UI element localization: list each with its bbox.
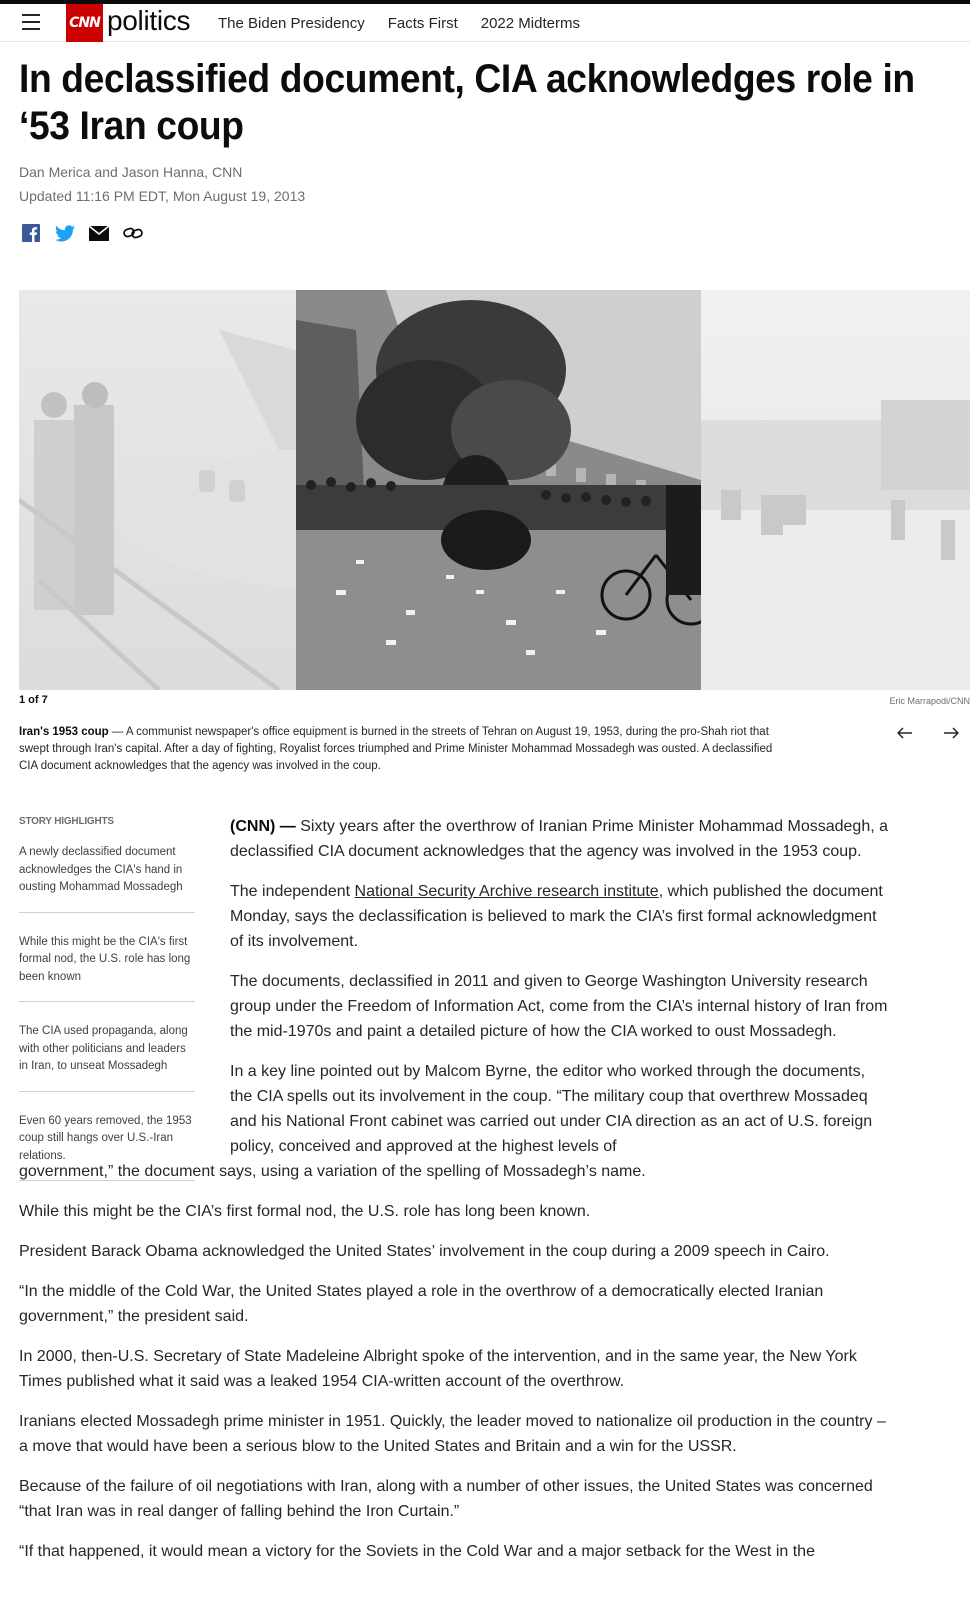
article-headline: In declassified document, CIA acknowledges role in ‘53 Iran coup [19,57,915,148]
gallery-slide-previous[interactable] [19,290,296,690]
nav-link-biden-presidency[interactable]: The Biden Presidency [218,15,365,32]
caption-title: Iran's 1953 coup [19,726,109,738]
arrow-left-icon[interactable] [894,722,916,744]
article-paragraph: “In the middle of the Cold War, the United States played a role in the overthrow of a democratically elected Iranian government,” the president said. [19,1283,824,1325]
email-icon[interactable] [89,223,109,243]
story-highlights-title: STORY HIGHLIGHTS [19,815,114,827]
nav-link-facts-first[interactable]: Facts First [387,15,458,32]
article-paragraph: Because of the failure of oil negotiations with Iran, along with a number of other issues, the United States was concerned “that Iran was in real danger of falling behind the Iron Curtain.” [19,1478,873,1520]
article-paragraph: (CNN) — Sixty years after the overthrow of Iranian Prime Minister Mohammad Mossadegh, a declassified CIA document acknowledges that the agency was involved in the 1953 coup. [230,818,889,860]
highlight-item: A newly declassified document acknowledges the CIA's hand in ousting Mohammad Mossadegh [19,837,195,913]
share-bar [21,223,143,243]
hamburger-icon[interactable] [22,14,40,30]
article-body [19,814,899,1579]
gallery-slide-current[interactable] [296,290,701,690]
facebook-icon[interactable] [21,223,41,243]
article-paragraph: In 2000, then-U.S. Secretary of State Madeleine Albright spoke of the intervention, and in the same year, the New York Times published what it said was a leaked 1954 CIA-written account of the overthrow. [19,1348,857,1390]
article-paragraph: While this might be the CIA’s first formal nod, the U.S. role has long been known. [19,1203,591,1220]
section-nav [218,15,580,32]
nsa-archive-link[interactable]: National Security Archive research institute [354,883,659,900]
photo-credit: Eric Marrapodi/CNN [889,696,970,706]
gallery-counter: 1 of 7 [19,694,48,706]
highlight-item: While this might be the CIA's first formal nod, the U.S. role has long been known [19,927,195,1003]
article-paragraph: government,” the document says, using a variation of the spelling of Mossadegh’s name. [19,1163,646,1180]
arrow-right-icon[interactable] [940,722,962,744]
gallery-caption [19,724,789,775]
twitter-icon[interactable] [55,223,75,243]
cnn-logo[interactable]: CNN [66,4,103,42]
article-paragraph: “If that happened, it would mean a victory for the Soviets in the Cold War and a major setback for the West in the [19,1543,815,1560]
nav-link-2022-midterms[interactable]: 2022 Midterms [480,15,580,32]
article-paragraph: In a key line pointed out by Malcom Byrne, the editor who worked through the documents, the CIA spells out its involvement in the coup. “The military coup that overthrew Mossadeq and his National Front cabinet was carried out under CIA direction as an act of U.S. foreign policy, conceived and approved at the highest levels of [230,1063,873,1155]
article-paragraph: President Barack Obama acknowledged the United States’ involvement in the coup during a 2009 speech in Cairo. [19,1243,830,1260]
article-paragraph: The documents, declassified in 2011 and given to George Washington University research group under the Freedom of Information Act, come from the CIA’s internal history of Iran from the mid-1970s and paint a detailed picture of how the CIA worked to oust Mossadegh. [230,973,888,1040]
link-icon[interactable] [123,223,143,243]
article-paragraph: The independent National Security Archive research institute, which published the document Monday, says the declassification is believed to mark the CIA’s first formal acknowledgment of its involvement. [230,883,883,950]
highlight-item: Even 60 years removed, the 1953 coup still hangs over U.S.-Iran relations. [19,1106,195,1182]
highlight-item: The CIA used propaganda, along with other politicians and leaders in Iran, to unseat Mossadegh [19,1016,195,1092]
caption-text: — A communist newspaper's office equipment is burned in the streets of Tehran on August 19, 1953, during the pro-Shah riot that swept through Iran's capital. After a day of fighting, Royalist forces triumphed and Prime Minister Mohammad Mossadegh was ousted. A declassified CIA document acknowledges that the agency was involved in the coup. [19,726,773,772]
photo-gallery[interactable] [19,290,970,690]
byline: Dan Merica and Jason Hanna, CNN [19,164,243,180]
gallery-slide-next[interactable] [701,290,970,690]
article-paragraph: Iranians elected Mossadegh prime minister in 1951. Quickly, the leader moved to nationalize oil production in the country – a move that would have been a serious blow to the United States and Britain and a win for the USSR. [19,1413,886,1455]
section-title[interactable]: politics [107,5,191,36]
site-header [0,4,970,42]
dateline: (CNN) — [230,818,296,835]
timestamp: Updated 11:16 PM EDT, Mon August 19, 2013 [19,188,306,204]
